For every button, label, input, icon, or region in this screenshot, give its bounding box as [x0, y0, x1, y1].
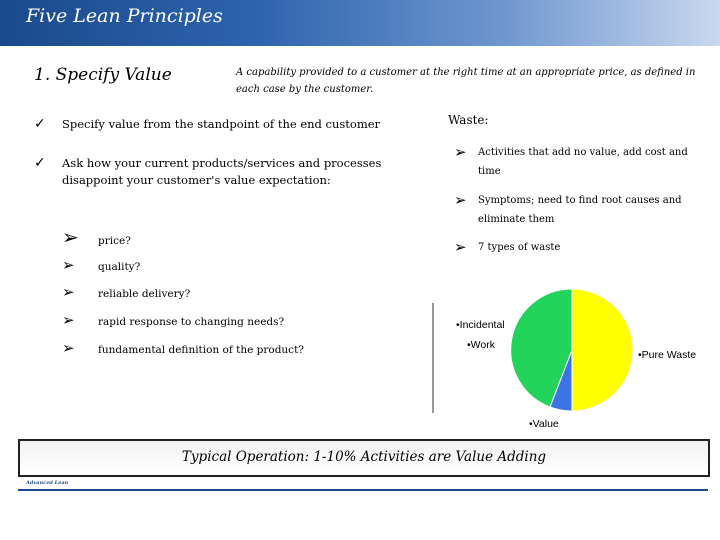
check-item-label: Ask how your current products/services and processes disappoint your customer's value expectation:	[62, 156, 382, 187]
sub-item-label: fundamental definition of the product?	[98, 344, 304, 356]
check-icon: ✓	[34, 155, 46, 171]
footer-rule	[18, 489, 708, 491]
arrow-bullet-icon: ➢	[62, 283, 75, 301]
pie-slice-pure-waste	[572, 289, 633, 411]
arrow-bullet-icon: ➢	[62, 311, 75, 329]
arrow-bullet-icon: ➢	[454, 191, 467, 209]
footer-box	[18, 439, 710, 477]
arrow-bullet-icon: ➢	[62, 256, 75, 274]
footer-logo: Advanced Lean	[26, 480, 69, 486]
arrow-bullet-icon: ➢	[62, 225, 79, 249]
sub-item-label: rapid response to changing needs?	[98, 316, 285, 328]
waste-item-label: 7 types of waste	[478, 242, 561, 253]
pie-label-pure-waste: •Pure Waste	[638, 349, 697, 361]
value-definition: A capability provided to a customer at the right time at an appropriate price, as defined in each case by the customer.	[236, 67, 696, 95]
waste-item-label: Symptoms; need to find root causes and eliminate them	[478, 195, 682, 225]
check-icon: ✓	[34, 116, 46, 132]
arrow-bullet-icon: ➢	[454, 238, 467, 256]
pie-label-value: •Value	[529, 418, 559, 430]
arrow-bullet-icon: ➢	[62, 339, 75, 357]
sub-item-label: reliable delivery?	[98, 288, 191, 300]
sub-item-label: quality?	[98, 261, 141, 273]
section-title: 1. Specify Value	[34, 65, 172, 85]
pie-label-work: •Work	[467, 339, 495, 351]
waste-heading: Waste:	[448, 113, 489, 127]
slide-title: Five Lean Principles	[26, 5, 223, 27]
pie-label-incidental: •Incidental	[456, 319, 505, 331]
arrow-bullet-icon: ➢	[454, 143, 467, 161]
footer-text: Typical Operation: 1-10% Activities are Value Adding	[181, 449, 547, 465]
check-item-label: Specify value from the standpoint of the end customer	[62, 117, 381, 131]
sub-item-label: price?	[98, 235, 131, 247]
waste-item-label: Activities that add no value, add cost and time	[478, 147, 688, 177]
